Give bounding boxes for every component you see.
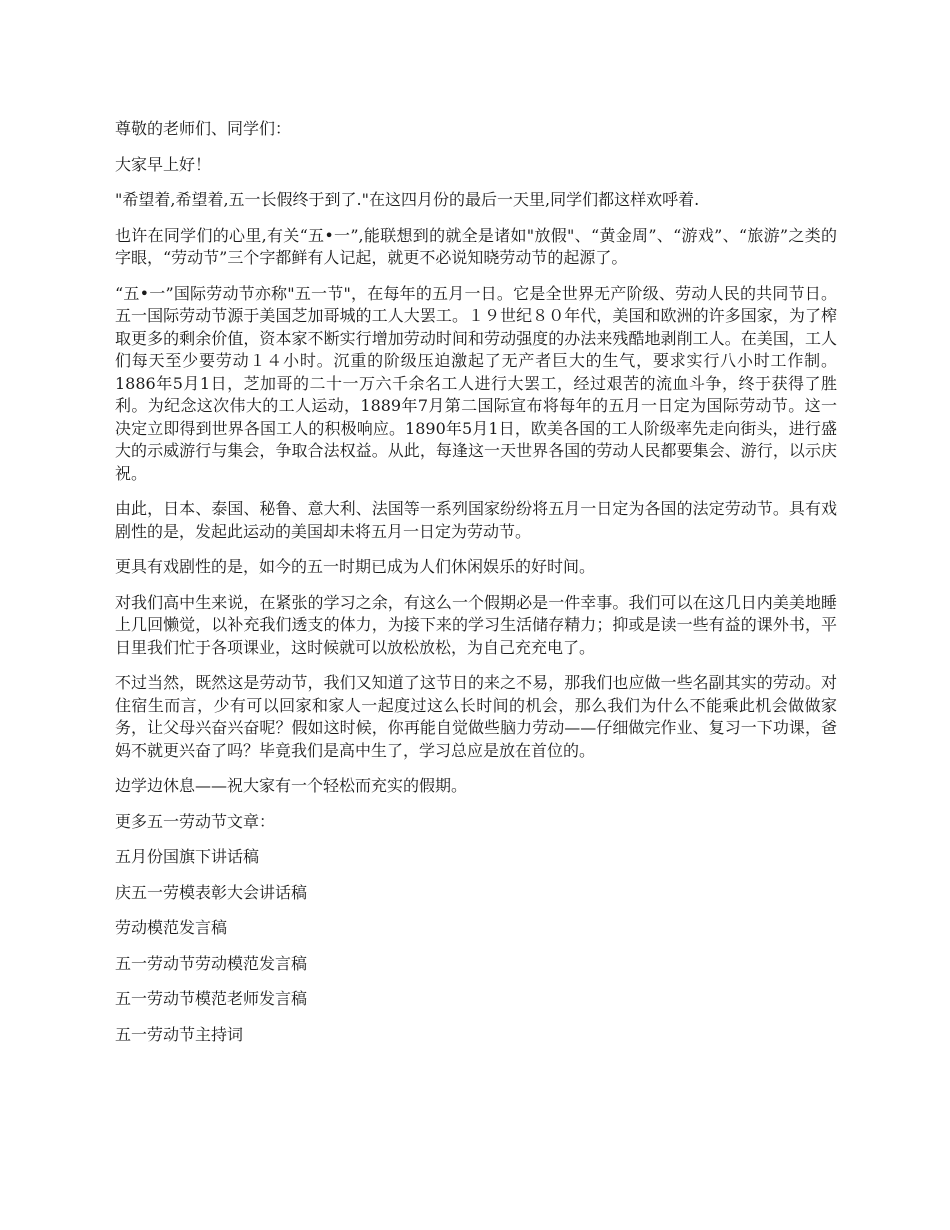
related-link[interactable]: 庆五一劳模表彰大会讲话稿: [115, 882, 308, 902]
related-link[interactable]: 五月份国旗下讲话稿: [115, 847, 260, 866]
paragraph-3: “五•一”国际劳动节亦称"五一节"，在每年的五月一日。它是全世界无产阶级、劳动人民的共同节日。五一国际劳动节源于美国芝加哥城的工人大罢工。１９世纪８０年代，美国和欧洲的许多国家，为了榨取更多的剩余价值，资本家不断实行增加劳动时间和劳动强度的办法来残酷地剥削工人。在美国，工人们每天至少要劳动１４小时。沉重的阶级压迫激起了无产者巨大的生气，要求实行八小时工作制。1886年5月1日，芝加哥的二十一万六千余名工人进行大罢工，经过艰苦的流血斗争，终于获得了胜利。为纪念这次伟大的工人运动，1889年7月第二国际宣布将每年的五月一日定为国际劳动节。这一决定立即得到世界各国工人的积极响应。1890年5月1日，欧美各国的工人阶级率先走向街头，进行盛大的示威游行与集会，争取合法权益。从此，每逢这一天世界各国的劳动人民都要集会、游行，以示庆祝。: [115, 283, 837, 483]
paragraph-6: 对我们高中生来说，在紧张的学习之余，有这么一个假期必是一件幸事。我们可以在这几日内美美地睡上几回懒觉，以补充我们透支的体力，为接下来的学习生活储存精力；抑或是读一些有益的课外书，平日里我们忙于各项课业，这时候就可以放松放松，为自己充充电了。: [115, 592, 837, 657]
related-link[interactable]: 五一劳动节主持词: [115, 1024, 244, 1044]
related-link[interactable]: 五一劳动节模范老师发言稿: [115, 989, 308, 1008]
paragraph-2: 也许在同学们的心里,有关“五•一”,能联想到的就全是诸如"放假"、“黄金周”、“游戏”、“旅游”之类的字眼，“劳动节”三个字都鲜有人记起，就更不必说知晓劳动节的起源了。: [115, 225, 837, 267]
paragraph-8: 边学边休息——祝大家有一个轻松而充实的假期。: [115, 776, 468, 795]
related-links-list: [115, 846, 837, 1046]
document-body: [115, 118, 837, 1059]
paragraph-5: 更具有戏剧性的是，如今的五一时期已成为人们休闲娱乐的好时间。: [115, 557, 596, 576]
paragraph-1: "希望着,希望着,五一长假终于到了."在这四月份的最后一天里,同学们都这样欢呼着.: [115, 190, 700, 209]
salutation: 尊敬的老师们、同学们：: [115, 119, 292, 138]
related-link[interactable]: 劳动模范发言稿: [115, 918, 228, 937]
more-articles-heading: 更多五一劳动节文章：: [115, 811, 276, 831]
related-link[interactable]: 五一劳动节劳动模范发言稿: [115, 953, 308, 973]
paragraph-4: 由此，日本、泰国、秘鲁、意大利、法国等一系列国家纷纷将五月一日定为各国的法定劳动节。具有戏剧性的是，发起此运动的美国却未将五月一日定为劳动节。: [115, 499, 837, 541]
greeting: 大家早上好！: [115, 154, 212, 174]
paragraph-7: 不过当然，既然这是劳动节，我们又知道了这节日的来之不易，那我们也应做一些名副其实的劳动。对住宿生而言，少有可以回家和家人一起度过这么长时间的机会，那么我们为什么不能乘此机会做做家务，让父母兴奋兴奋呢？假如这时候，你再能自觉做些脑力劳动——仔细做完作业、复习一下功课，爸妈不就更兴奋了吗？毕竟我们是高中生了，学习总应是放在首位的。: [115, 673, 837, 760]
